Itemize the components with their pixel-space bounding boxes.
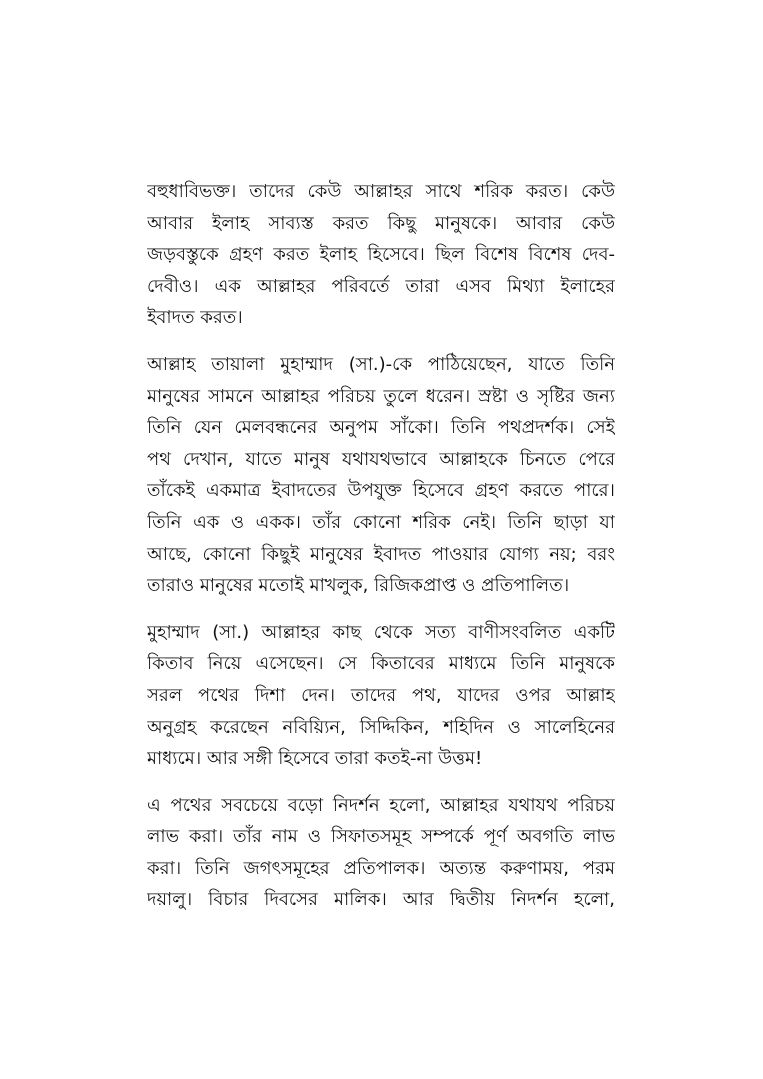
text-line: আছে, কোনো কিছুই মানুষের ইবাদত পাওয়ার যোগ্য নয়; বরং [147,543,615,565]
text-line: মুহাম্মাদ (সা.) আল্লাহর কাছ থেকে সত্য বাণীসংবলিত একটি [147,621,615,643]
text-line: তারাও মানুষের মতোই মাখলুক, রিজিকপ্রাপ্ত ও প্রতিপালিত। [147,575,570,597]
text-line: তিনি এক ও একক। তাঁর কোনো শরিক নেই। তিনি ছাড়া যা [147,511,615,533]
text-line: পথ দেখান, যাতে মানুষ যথাযথভাবে আল্লাহকে চিনতে পেরে [147,448,615,470]
text-line: আল্লাহ তায়ালা মুহাম্মাদ (সা.)-কে পাঠিয়েছেন, যাতে তিনি [147,353,615,375]
text-line: এ পথের সবচেয়ে বড়ো নিদর্শন হলো, আল্লাহর যথাযথ পরিচয় [147,794,615,816]
text-line: দয়ালু। বিচার দিবসের মালিক। আর দ্বিতীয় নিদর্শন হলো, [147,889,615,911]
text-line: করা। তিনি জগৎসমূহের প্রতিপালক। অত্যন্ত করুণাময়, পরম [147,857,615,879]
text-line: মানুষের সামনে আল্লাহর পরিচয় তুলে ধরেন। স্রষ্টা ও সৃষ্টির জন্য [147,385,615,407]
text-line: কিতাব নিয়ে এসেছেন। সে কিতাবের মাধ্যমে তিনি মানুষকে [147,653,615,675]
paragraph-1 [147,176,615,334]
text-line: অনুগ্রহ করেছেন নবিয়্যিন, সিদ্দিকিন, শহিদিন ও সালেহিনের [147,716,615,738]
text-line: মাধ্যমে। আর সঙ্গী হিসেবে তারা কতই-না উত্তম! [147,748,483,770]
paragraph-4 [147,790,615,916]
text-line: লাভ করা। তাঁর নাম ও সিফাতসমূহ সম্পর্কে পূর্ণ অবগতি লাভ [147,826,615,848]
text-line: তাঁকেই একমাত্র ইবাদতের উপযুক্ত হিসেবে গ্রহণ করতে পারে। [147,480,615,502]
paragraph-2 [147,349,615,602]
text-line: ইবাদত করত। [147,307,243,329]
text-line: আবার ইলাহ সাব্যস্ত করত কিছু মানুষকে। আবার কেউ [147,212,615,234]
paragraph-3 [147,617,615,775]
text-line: তিনি যেন মেলবন্ধনের অনুপম সাঁকো। তিনি পথপ্রদর্শক। সেই [147,417,615,439]
text-line: দেবীও। এক আল্লাহর পরিবর্তে তারা এসব মিথ্যা ইলাহের [147,275,615,297]
text-line: জড়বস্তুকে গ্রহণ করত ইলাহ হিসেবে। ছিল বিশেষ বিশেষ দেব- [147,244,615,266]
text-line: বহুধাবিভক্ত। তাদের কেউ আল্লাহর সাথে শরিক করত। কেউ [147,181,615,202]
page-body [147,176,615,931]
text-line: সরল পথের দিশা দেন। তাদের পথ, যাদের ওপর আল্লাহ [147,684,615,706]
